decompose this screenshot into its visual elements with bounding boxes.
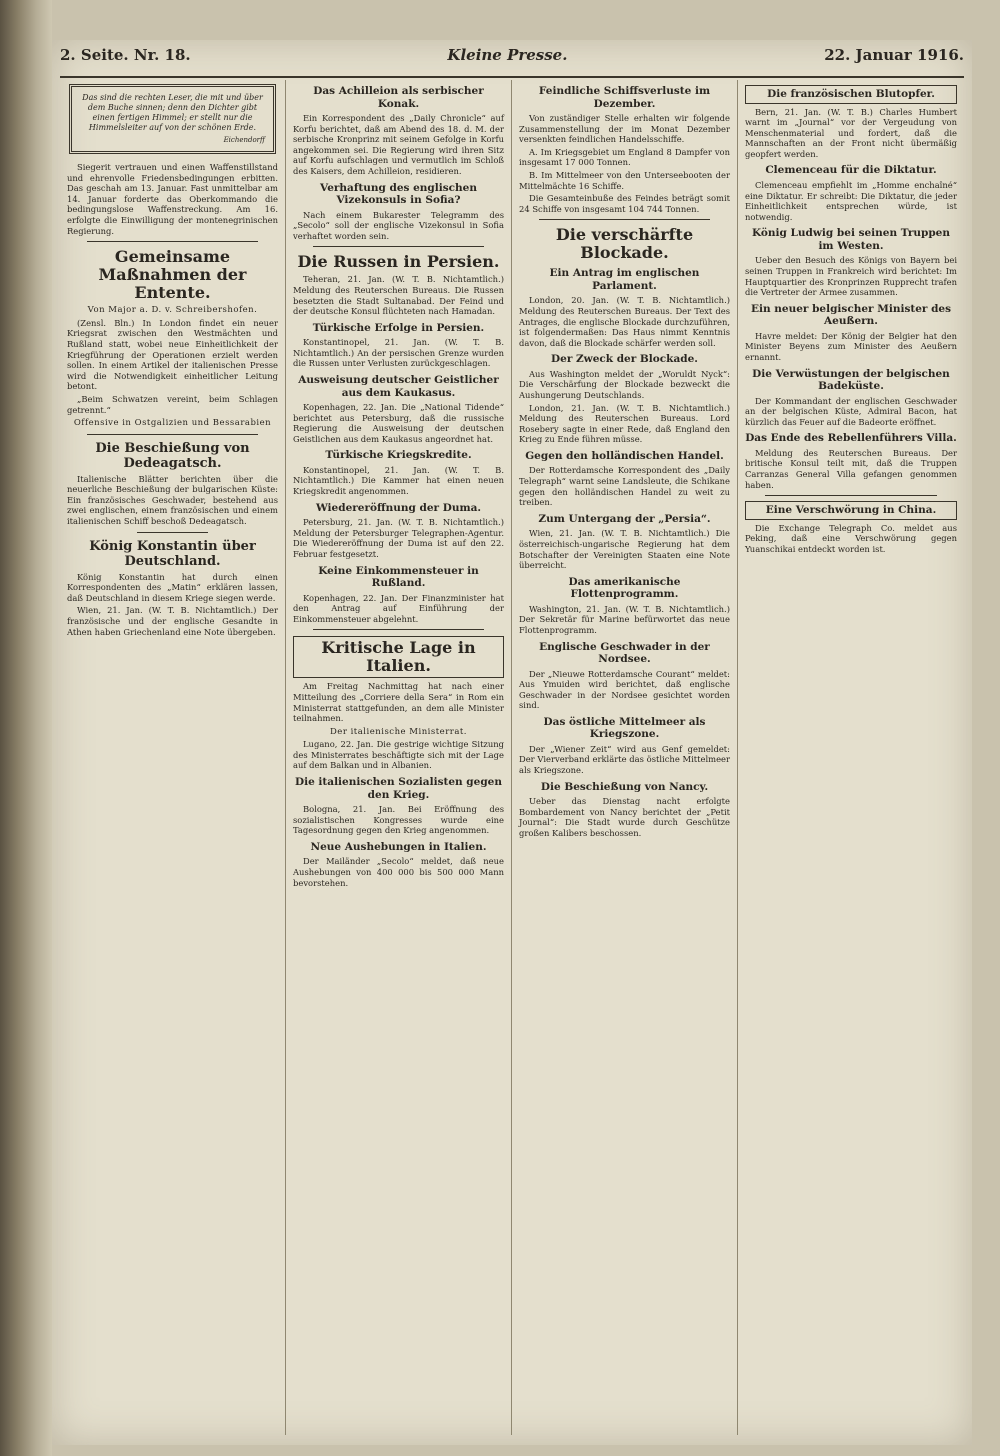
article-text: Der Mailänder „Secolo“ meldet, daß neue Aushebungen von 400 000 bis 500 000 Mann bevorstehen. — [293, 856, 504, 888]
article-text: „Beim Schwatzen vereint, beim Schlagen getrennt.“ — [67, 393, 278, 415]
headline: Die Russen in Persien. — [297, 252, 500, 272]
article-text: Von zuständiger Stelle erhalten wir folgende Zusammenstellung der im Monat Dezember versenkten feindlichen Handelsschiffe. — [519, 113, 730, 145]
byline: Von Major a. D. v. Schreibershofen. — [87, 305, 258, 316]
article-text: A. Im Kriegsgebiet um England 8 Dampfer von insgesamt 17 000 Tonnen. — [519, 146, 730, 168]
article-text: Wien, 21. Jan. (W. T. B. Nichtamtlich.) Der französische und der englische Gesandte in Athen haben Griechenland eine Note übergeben. — [67, 605, 278, 637]
headline: Die italienischen Sozialisten gegen den Krieg. — [295, 776, 502, 801]
headline: Das amerikanische Flottenprogramm. — [568, 575, 681, 601]
article-text: Aus Washington meldet der „Woruldt Nyck“: Die Verschärfung der Blockade bezweckt die Aushungerung Deutschlands. — [519, 368, 730, 400]
divider — [137, 532, 208, 533]
headline: Die verschärfte Blockade. — [555, 225, 694, 263]
article-text: Der Rotterdamsche Korrespondent des „Daily Telegraph“ warnt seine Landsleute, die Schikane gegen den holländischen Handel zu weit zu treiben. — [519, 465, 730, 508]
headline: Wiedereröffnung der Duma. — [315, 501, 482, 514]
article-text: Lugano, 22. Jan. Die gestrige wichtige Sitzung des Ministerrates beschäftigte sich mit der Lage auf dem Balkan und in Albanien. — [293, 739, 504, 771]
article-text: König Konstantin hat durch einen Korrespondenten des „Matin“ erklären lassen, daß Deutschland in diesem Kriege siegen werde. — [67, 571, 278, 603]
header-rule — [60, 76, 964, 78]
article-text: Ueber den Besuch des Königs von Bayern bei seinen Truppen in Frankreich wird berichtet: Im Hauptquartier des Kronprinzen Rupprecht trafen die Vertreter der Armee zusammen. — [745, 255, 957, 298]
article-text: Am Freitag Nachmittag hat nach einer Mitteilung des „Corriere della Sera“ in Rom ein Ministerrat stattgefunden, an dem alle Minister teilnahmen. — [293, 681, 504, 724]
page-header — [60, 46, 964, 72]
article-text: Konstantinopel, 21. Jan. (W. T. B. Nichtamtlich.) Die Kammer hat einen neuen Kriegskredit angenommen. — [293, 464, 504, 497]
article-text: Bern, 21. Jan. (W. T. B.) Charles Humbert warnt im „Journal“ vor der Vergeudung von Menschenmaterial und fordert, daß die Mannschaften an der Front nicht übermäßig geopfert werden. — [745, 106, 957, 159]
article-text: Bologna, 21. Jan. Bei Eröffnung des sozialistischen Kongresses wurde eine Tagesordnung gegen den Krieg angenommen. — [293, 804, 504, 836]
article-text: Der „Nieuwe Rotterdamsche Courant“ meldet: Aus Ymuiden wird berichtet, daß englische Geschwader in der Nordsee gesichtet worden sind. — [519, 668, 730, 711]
divider — [87, 241, 258, 242]
headline: Gemeinsame Maßnahmen der Entente. — [98, 247, 247, 303]
book-binding — [0, 0, 52, 1456]
headline: Zum Untergang der „Persia“. — [538, 512, 711, 525]
headline: Feindliche Schiffsverluste im Dezember. — [538, 85, 711, 110]
motto-signature: Eichendorff — [223, 136, 265, 144]
article-text: Teheran, 21. Jan. (W. T. B. Nichtamtlich.) Meldung des Reuterschen Bureaus. Die Russen besetzten die Stadt Sultanabad. Der Feind und der deutsche Konsul flüchteten nach Hamadan. — [293, 274, 504, 317]
headline: König Konstantin über Deutschland. — [89, 538, 256, 569]
headline: Gegen den holländischen Handel. — [525, 449, 724, 462]
article-text: Wien, 21. Jan. (W. T. B. Nichtamtlich.) Die österreichisch-ungarische Regierung hat dem Botschafter der Vereinigten Staaten eine Note überreicht. — [519, 528, 730, 571]
headline: Die Beschießung von Nancy. — [540, 780, 709, 793]
headline: Keine Einkommensteuer in Rußland. — [318, 564, 479, 590]
headline: Türkische Kriegskredite. — [325, 449, 472, 462]
headline: Neue Aushebungen in Italien. — [310, 840, 487, 853]
article-text: Konstantinopel, 21. Jan. (W. T. B. Nichtamtlich.) An der persischen Grenze wurden die Russen unter Verlusten zurückgeschlagen. — [293, 337, 504, 369]
article-text: Die Gesamteinbuße des Feindes beträgt somit 24 Schiffe von insgesamt 104 744 Tonnen. — [519, 193, 730, 214]
article-text: B. Im Mittelmeer von den Unterseebooten der Mittelmächte 16 Schiffe. — [519, 169, 730, 191]
article-text: Die Exchange Telegraph Co. meldet aus Peking, daß eine Verschwörung gegen Yuanschikai entdeckt worden ist. — [745, 522, 957, 554]
newspaper-title: Kleine Presse. — [447, 46, 568, 64]
headline: Eine Verschwörung in China. — [745, 501, 957, 520]
article-text: Clemenceau empfiehlt im „Homme enchaîné“ eine Diktatur. Er schreibt: Die Diktatur, die jeder Einheitlichkeit entsprechen würde, ist notwendig. — [745, 179, 957, 222]
divider — [313, 629, 484, 630]
headline: Das östliche Mittelmeer als Kriegszone. — [543, 715, 706, 741]
column-3 — [512, 80, 738, 1435]
headline: Clemenceau für die Diktatur. — [765, 164, 937, 177]
page-number: 2. Seite. Nr. 18. — [60, 46, 191, 64]
subheadline: Offensive in Ostgalizien und Bessarabien — [73, 418, 272, 429]
article-text: London, 20. Jan. (W. T. B. Nichtamtlich.) Meldung des Reuterschen Bureaus. Der Text des Antrages, die englische Blockade durchzuführen, ist folgendermaßen: Das Haus nimmt Kenntnis davon, daß die Blockade schärfer werden soll. — [519, 295, 730, 348]
subheadline: Der italienische Ministerrat. — [329, 726, 468, 737]
motto-text: Das sind die rechten Leser, die mit und über dem Buche sinnen; denn den Dichter gibt einen fertigen Himmel; er stellt nur die Himmelsleiter auf von der schönen Erde. — [82, 93, 263, 132]
column-2 — [286, 80, 512, 1435]
article-text: Nach einem Bukarester Telegramm des „Secolo“ soll der englische Vizekonsul in Sofia verhaftet worden sein. — [293, 209, 504, 241]
headline: Ausweisung deutscher Geistlicher aus dem Kaukasus. — [298, 374, 499, 399]
article-text: London, 21. Jan. (W. T. B. Nichtamtlich.) Meldung des Reuterschen Bureaus. Lord Rosebery sagte in einer Rede, daß England den Krieg zu Ende führen müsse. — [519, 402, 730, 445]
issue-date: 22. Januar 1916. — [824, 46, 964, 64]
article-text: Kopenhagen, 22. Jan. Der Finanzminister hat den Antrag auf Einführung der Einkommensteuer abgelehnt. — [293, 592, 504, 624]
divider — [539, 219, 710, 220]
article-text: Kopenhagen, 22. Jan. Die „National Tidende“ berichtet aus Petersburg, daß die russische Regierung die Ausweisung der deutschen Geistlichen aus dem Kaukasus angeordnet hat. — [293, 402, 504, 444]
article-text: Der Kommandant der englischen Geschwader an der belgischen Küste, Admiral Bacon, hat kürzlich das Feuer auf die Badeorte eröffnet. — [745, 395, 957, 427]
motto-box — [69, 84, 276, 154]
headline: Türkische Erfolge in Persien. — [312, 321, 485, 334]
divider — [765, 495, 937, 496]
headline: Verhaftung des englischen Vizekonsuls in Sofia? — [320, 181, 477, 207]
headline: König Ludwig bei seinen Truppen im Westen. — [752, 227, 950, 252]
headline: Das Achilleion als serbischer Konak. — [313, 85, 484, 110]
headline: Englische Geschwader in der Nordsee. — [539, 640, 710, 665]
article-text: (Zensl. Bln.) In London findet ein neuer Kriegsrat zwischen den Westmächten und Rußland statt, wobei neue Einheitlichkeit der Kriegführung der Operationen erzielt werden sollen. In einem Artikel der italienischen Presse wird die Notwendigkeit einheitlicher Leitung betont. — [67, 317, 278, 392]
article-text: Ein Korrespondent des „Daily Chronicle“ auf Korfu berichtet, daß am Abend des 18. d. M. der serbische Kronprinz mit seinem Gefolge in Korfu angekommen sei. Die Regierung wird ihren Sitz auf Korfu aufschlagen und vermutlich im Schloß des Kaisers, dem Achilleion, residieren. — [293, 113, 504, 176]
headline: Die Verwüstungen der belgischen Badeküste. — [752, 367, 950, 392]
headline: Die französischen Blutopfer. — [745, 85, 957, 104]
article-text: Havre meldet: Der König der Belgier hat den Minister Beyens zum Minister des Aeußern ernannt. — [745, 330, 957, 362]
headline: Ein Antrag im englischen Parlament. — [549, 267, 700, 292]
article-text: Petersburg, 21. Jan. (W. T. B. Nichtamtlich.) Meldung der Petersburger Telegraphen-Agentur. Die Wiedereröffnung der Duma ist auf den 22. Februar festgesetzt. — [293, 517, 504, 559]
article-text: Ueber das Dienstag nacht erfolgte Bombardement von Nancy berichtet der „Petit Journal“: Die Stadt wurde durch Geschütze großen Kalibers beschossen. — [519, 796, 730, 838]
headline: Der Zweck der Blockade. — [551, 353, 698, 366]
headline: Die Beschießung von Dedeagatsch. — [95, 440, 250, 471]
headline: Das Ende des Rebellenführers Villa. — [745, 432, 957, 445]
article-text: Meldung des Reuterschen Bureaus. Der britische Konsul teilt mit, daß die Truppen Carranzas General Villa gefangen genommen haben. — [745, 447, 957, 490]
divider — [313, 246, 484, 247]
article-text: Siegerit vertrauen und einen Waffenstillstand und ehrenvolle Friedensbedingungen erbitten. Das geschah am 13. Januar. Fast unmittelbar am 14. Januar forderte das Oberkommando die bedingungslose Waffenstreckung. Am 16. erfolgte die Einwilligung der montenegrinischen Regierung. — [67, 162, 278, 236]
article-text: Der „Wiener Zeit“ wird aus Genf gemeldet: Der Vierverband erklärte das östliche Mittelmeer als Kriegszone. — [519, 743, 730, 776]
column-4 — [738, 80, 964, 1435]
divider — [87, 434, 258, 435]
headline: Ein neuer belgischer Minister des Aeußern. — [750, 302, 952, 328]
column-1 — [60, 80, 286, 1435]
article-text: Italienische Blätter berichten über die neuerliche Beschießung der bulgarischen Küste: Ein französisches Geschwader, bestehend aus zwei englischen, einem französischen und einem italienischen Schiff beschoß Dedeagatsch. — [67, 473, 278, 527]
article-text: Washington, 21. Jan. (W. T. B. Nichtamtlich.) Der Sekretär für Marine befürwortet das neue Flottenprogramm. — [519, 603, 730, 635]
article-columns — [60, 80, 964, 1435]
headline: Kritische Lage in Italien. — [293, 636, 504, 678]
